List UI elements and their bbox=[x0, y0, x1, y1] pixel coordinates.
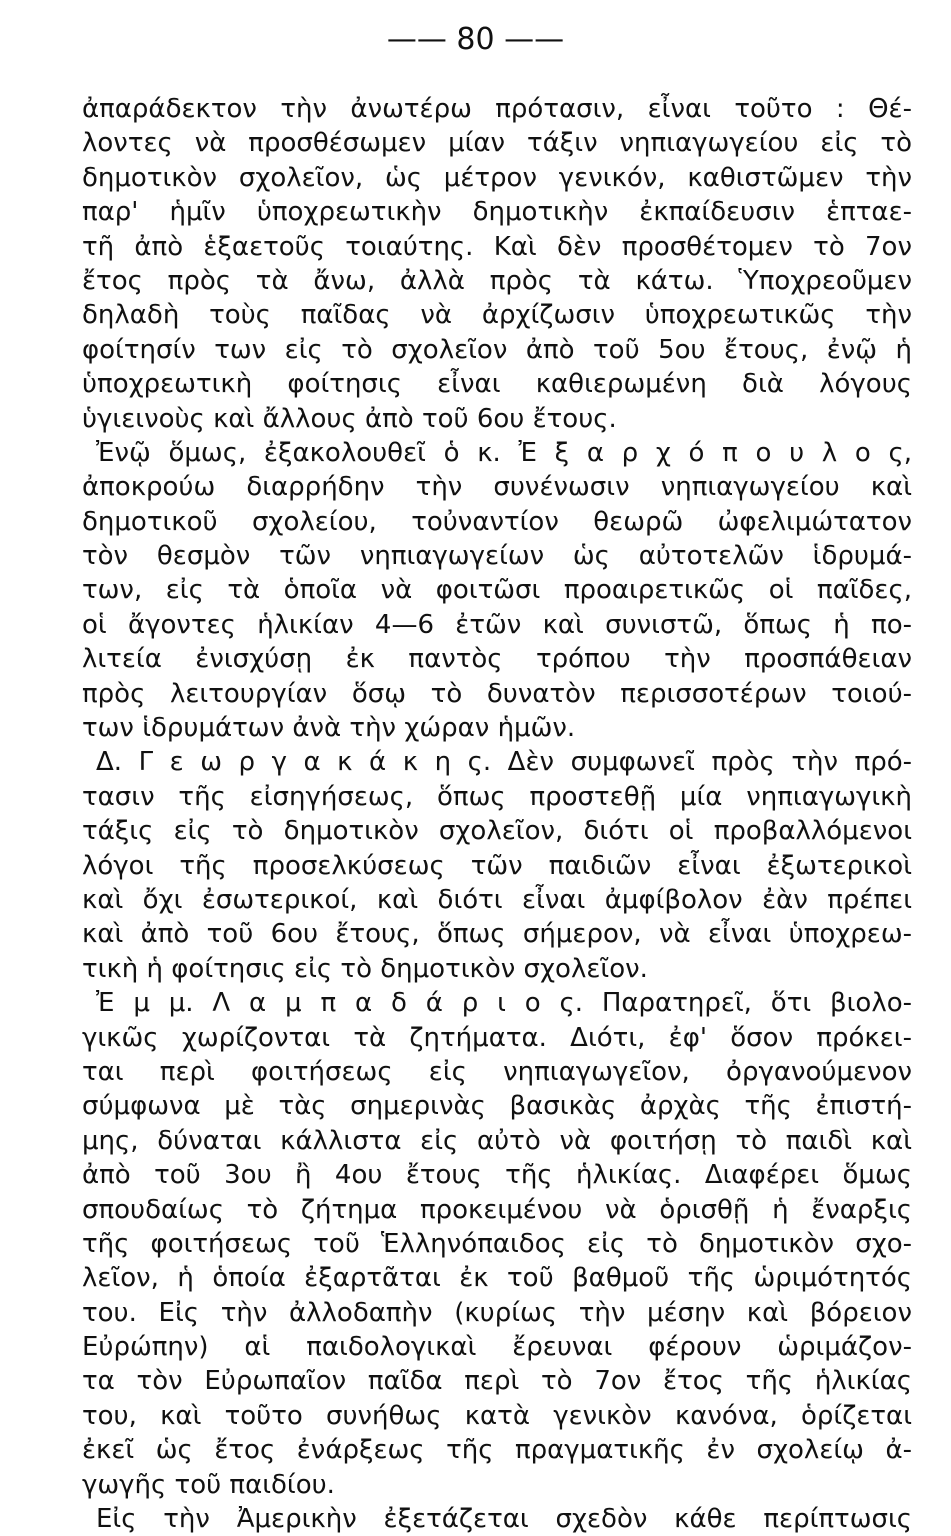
text-line: τικὴ ἡ φοίτησις εἰς τὸ δημοτικὸν σχολεῖον. bbox=[82, 953, 648, 984]
text-line: των, εἰς τὰ ὁποῖα νὰ φοιτῶσι προαιρετικῶς οἱ παῖδες, bbox=[82, 575, 912, 606]
text-line: σπουδαίως τὸ ζήτημα προκειμένου νὰ ὁρισθῇ ἡ ἔναρξις bbox=[82, 1194, 912, 1225]
text-line: Ἐ μ μ. Λ α μ π α δ ά ρ ι ο ς. Παρατηρεῖ, ὅτι βιολο- bbox=[96, 988, 912, 1019]
text-line: τασιν τῆς εἰσηγήσεως, ὅπως προστεθῇ μία νηπιαγωγικὴ bbox=[82, 781, 912, 812]
text-line: ἔτος πρὸς τὰ ἄνω, ἀλλὰ πρὸς τὰ κάτω. Ὑποχρεοῦμεν bbox=[82, 265, 912, 296]
text-line: ται περὶ φοιτήσεως εἰς νηπιαγωγεῖον, ὀργανούμενον bbox=[82, 1056, 912, 1087]
text-line: του. Εἰς τὴν ἀλλοδαπὴν (κυρίως τὴν μέσην καὶ βόρειον bbox=[82, 1297, 912, 1328]
text-line: τα τὸν Εὐρωπαῖον παῖδα περὶ τὸ 7ον ἔτος τῆς ἡλικίας bbox=[82, 1366, 912, 1397]
text-line: Δ. Γ ε ω ρ γ α κ ά κ η ς. Δὲν συμφωνεῖ πρὸς τὴν πρό- bbox=[96, 747, 912, 778]
text-line: σύμφωνα μὲ τὰς σημερινὰς βασικὰς ἀρχὰς τῆς ἐπιστή- bbox=[82, 1091, 912, 1122]
text-line: Εὐρώπην) αἱ παιδολογικαὶ ἔρευναι φέρουν ὡριμάζον- bbox=[82, 1332, 912, 1363]
text-line: των ἱδρυμάτων ἀνὰ τὴν χώραν ἡμῶν. bbox=[82, 713, 576, 744]
text-line: δημοτικοῦ σχολείου, τοὐναντίον θεωρῶ ὠφελιμώτατον bbox=[82, 506, 912, 537]
text-line: ἀποκρούω διαρρήδην τὴν συνένωσιν νηπιαγωγείου καὶ bbox=[82, 472, 912, 503]
text-line: καὶ ἀπὸ τοῦ 6ου ἔτους, ὅπως σήμερον, νὰ εἶναι ὑποχρεω- bbox=[82, 919, 912, 950]
text-line: πρὸς λειτουργίαν ὅσῳ τὸ δυνατὸν περισσοτέρων τοιού- bbox=[82, 678, 912, 709]
text-line: τῆς φοιτήσεως τοῦ Ἑλληνόπαιδος εἰς τὸ δημοτικὸν σχο- bbox=[82, 1228, 912, 1259]
text-line: λιτεία ἐνισχύσῃ ἐκ παντὸς τρόπου τὴν προσπάθειαν bbox=[82, 644, 912, 675]
page-number: —— 80 —— bbox=[386, 22, 565, 57]
text-line: του, καὶ τοῦτο συνήθως κατὰ γενικὸν κανόνα, ὁρίζεται bbox=[82, 1400, 912, 1431]
text-line: μης, δύναται κάλλιστα εἰς αὐτὸ νὰ φοιτήσῃ τὸ παιδὶ καὶ bbox=[82, 1125, 912, 1156]
text-line: δηλαδὴ τοὺς παῖδας νὰ ἀρχίζωσιν ὑποχρεωτικῶς τὴν bbox=[82, 300, 912, 331]
text-line: τῆ ἀπὸ ἑξαετοῦς τοιαύτης. Καὶ δὲν προσθέτομεν τὸ 7ον bbox=[82, 231, 912, 262]
text-line: δημοτικὸν σχολεῖον, ὡς μέτρον γενικόν, καθιστῶμεν τὴν bbox=[82, 162, 912, 193]
text-line: ἀπὸ τοῦ 3ου ἢ 4ου ἔτους τῆς ἡλικίας. Διαφέρει ὅμως bbox=[82, 1160, 912, 1191]
text-line: καὶ ὄχι ἐσωτερικοί, καὶ διότι εἶναι ἀμφίβολον ἐὰν πρέπει bbox=[82, 884, 912, 915]
text-line: Ἐνῷ ὅμως, ἐξακολουθεῖ ὁ κ. Ἐ ξ α ρ χ ό π ο υ λ ο ς, bbox=[96, 437, 912, 468]
text-line: λοντες νὰ προσθέσωμεν μίαν τάξιν νηπιαγωγείου εἰς τὸ bbox=[82, 128, 912, 159]
text-line: οἱ ἄγοντες ἡλικίαν 4—6 ἐτῶν καὶ συνιστῶ, ὅπως ἡ πο- bbox=[82, 609, 912, 640]
text-line: τὸν θεσμὸν τῶν νηπιαγωγείων ὡς αὐτοτελῶν ἱδρυμά- bbox=[82, 541, 912, 572]
text-line: λεῖον, ἡ ὁποία ἐξαρτᾶται ἐκ τοῦ βαθμοῦ τῆς ὡριμότητός bbox=[82, 1263, 912, 1294]
text-line: γικῶς χωρίζονται τὰ ζητήματα. Διότι, ἐφ' ὅσον πρόκει- bbox=[82, 1022, 912, 1053]
text-line: λόγοι τῆς προσελκύσεως τῶν παιδιῶν εἶναι ἐξωτερικοὶ bbox=[82, 850, 912, 881]
text-line: παρ' ἡμῖν ὑποχρεωτικὴν δημοτικὴν ἐκπαίδευσιν ἑπταε- bbox=[82, 197, 912, 228]
body-text bbox=[82, 92, 912, 1536]
text-line: ὑποχρεωτικὴ φοίτησις εἶναι καθιερωμένη διὰ λόγους bbox=[82, 369, 912, 400]
text-line: Εἰς τὴν Ἀμερικὴν ἐξετάζεται σχεδὸν κάθε περίπτωσις bbox=[96, 1504, 912, 1535]
text-line: ἐκεῖ ὡς ἔτος ἐνάρξεως τῆς πραγματικῆς ἐν σχολείῳ ἀ- bbox=[82, 1435, 912, 1466]
text-line: φοίτησίν των εἰς τὸ σχολεῖον ἀπὸ τοῦ 5ου ἔτους, ἐνῷ ἡ bbox=[82, 334, 912, 365]
text-line: τάξις εἰς τὸ δημοτικὸν σχολεῖον, διότι οἱ προβαλλόμενοι bbox=[82, 816, 912, 847]
text-line: γωγῆς τοῦ παιδίου. bbox=[82, 1469, 335, 1500]
text-line: ὑγιεινοὺς καὶ ἄλλους ἀπὸ τοῦ 6ου ἔτους. bbox=[82, 403, 617, 434]
text-line: ἀπαράδεκτον τὴν ἀνωτέρω πρότασιν, εἶναι τοῦτο : Θέ- bbox=[82, 94, 912, 124]
